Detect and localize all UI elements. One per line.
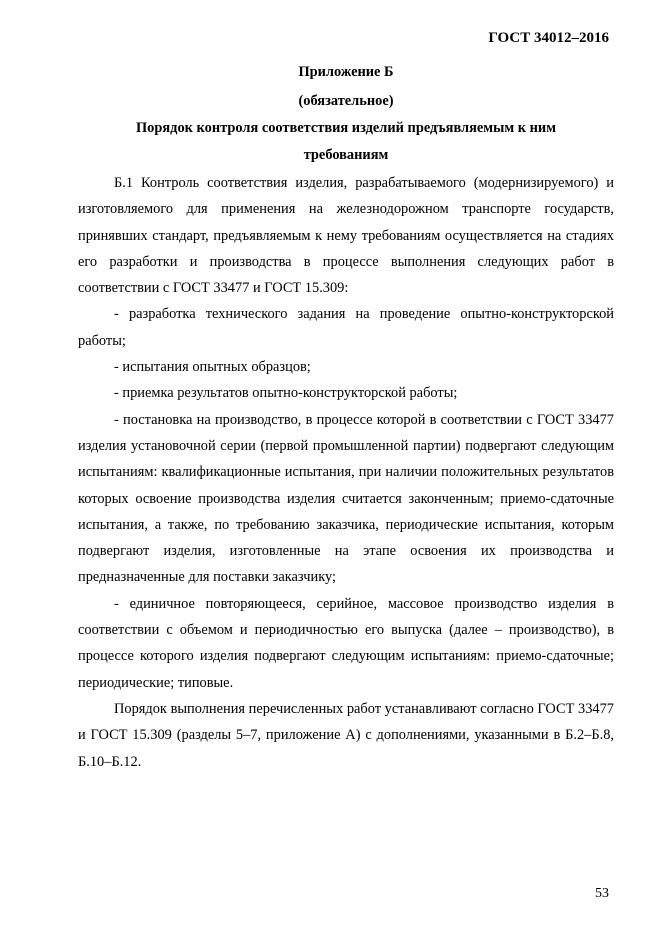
list-item-production-setup: - постановка на производство, в процессе которой в соответствии с ГОСТ 33477 изделия установочной серии (первой промышленной партии) подвергают следующим испытаниям: квалификационные испытания, при наличии положительных результатов которых освоение производства изделия считается законченным; приемо-сдаточные испытания, а также, по требованию заказчика, периодические испытания, которым подвергают изделия, изготовленные на этапе освоения их производства и предназначенные для поставки заказчику; bbox=[78, 411, 614, 586]
page-number: 53 bbox=[595, 886, 609, 901]
appendix-heading-line1: Порядок контроля соответствия изделий предъявляемым к ним bbox=[135, 120, 557, 136]
appendix-heading-line2: требованиям bbox=[303, 147, 389, 163]
standard-header: ГОСТ 34012–2016 bbox=[488, 30, 609, 46]
list-item-production: - единичное повторяющееся, серийное, массовое производство изделия в соответствии с объемом и периодичностью его выпуска (далее – производство), в процессе которого изделия подвергают следующим испытаниям: приемо-сдаточные; периодические; типовые. bbox=[78, 595, 614, 691]
appendix-status: (обязательное) bbox=[298, 93, 394, 109]
appendix-title: Приложение Б bbox=[298, 64, 394, 80]
document-body bbox=[78, 170, 614, 775]
paragraph-procedure: Порядок выполнения перечисленных работ устанавливают согласно ГОСТ 33477 и ГОСТ 15.309 (разделы 5–7, приложение А) с дополнениями, указанными в Б.2–Б.8, Б.10–Б.12. bbox=[78, 700, 614, 770]
list-item-tech-spec: - разработка технического задания на проведение опытно-конструкторской работы; bbox=[78, 306, 614, 349]
paragraph-b1: Б.1 Контроль соответствия изделия, разрабатываемого (модернизируемого) и изготовляемого для применения на железнодорожном транспорте государств, принявших стандарт, предъявляемым к нему требованиям осуществляется на стадиях его разработки и производства в процессе выполнения следующих работ в соответствии с ГОСТ 33477 и ГОСТ 15.309: bbox=[78, 175, 614, 297]
list-item-prototype-tests: - испытания опытных образцов; bbox=[114, 359, 311, 376]
list-item-acceptance: - приемка результатов опытно-конструкторской работы; bbox=[114, 385, 458, 402]
